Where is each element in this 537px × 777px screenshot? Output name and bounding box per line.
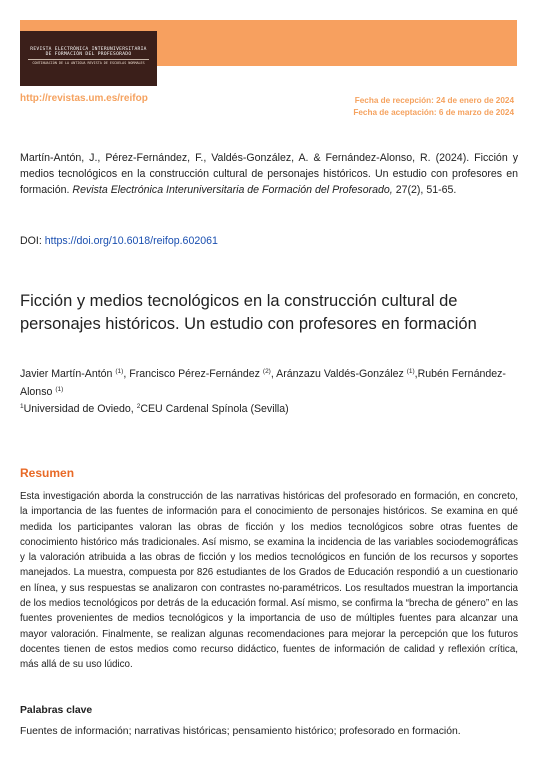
logo-line-1: REVISTA ELECTRÓNICA INTERUNIVERSITARIA	[30, 47, 147, 52]
citation	[20, 150, 518, 198]
keywords-text: Fuentes de información; narrativas históricas; pensamiento histórico; profesorado en formación.	[20, 726, 461, 737]
affiliation-name: Universidad de Oviedo,	[23, 403, 134, 415]
citation-volume: 27(2), 51-65.	[395, 184, 457, 196]
logo-rule	[28, 59, 149, 60]
author-list: Javier Martín-Antón $^{(1)}$, Francisco Pérez-Fernández $^{(2)}$, Aránzazu Valdés-González $^{(1)}$,Rubén Fernández-Alonso $^{(1)}$	[20, 368, 506, 398]
author-name: Javier Martín-Antón	[20, 368, 113, 380]
author-affiliation-mark: (1)	[115, 368, 124, 375]
doi-link[interactable]: https://doi.org/10.6018/reifop.602061	[44, 235, 218, 247]
received-date: Fecha de recepción: 24 de enero de 2024	[354, 96, 514, 105]
author-affiliation-mark: (1)	[406, 368, 415, 375]
accepted-date: Fecha de aceptación: 6 de marzo de 2024	[353, 108, 514, 117]
logo-line-3: CONTINUACIÓN DE LA ANTIGUA REVISTA DE ESCUELAS NORMALES	[32, 61, 145, 65]
logo-line-2: DE FORMACIÓN DEL PROFESORADO	[45, 52, 132, 57]
citation-journal: Revista Electrónica Interuniversitaria de Formación del Profesorado,	[72, 184, 393, 196]
article-title: Ficción y medios tecnológicos en la construcción cultural de personajes históricos. Un estudio con profesores en formación	[20, 292, 477, 333]
publication-dates	[353, 95, 514, 119]
journal-logo	[20, 31, 157, 86]
author-name: Aránzazu Valdés-González	[276, 368, 404, 380]
citation-text: Martín-Antón, J., Pérez-Fernández, F., Valdés-González, A. & Fernández-Alonso, R. (2024). Ficción y medios tecnológicos en la construcción cultural de personajes históricos. Un estudio con profesores en formación.	[20, 152, 518, 196]
author-affiliation-mark: (2)	[262, 368, 271, 375]
abstract-text: Esta investigación aborda la construcción de las narrativas históricas del profesorado en formación, en concreto, la importancia de las fuentes de información para el conocimiento de personajes históricos. Se examina en qué medida los participantes valoran las obras de ficción y los medios tecnológicos sobre otras fuentes de conocimiento histórico más tradicionales. Así mismo, se examina la incidencia de las variables sociodemográficas y la valoración atribuida a las obras de ficción y los medios tecnológicos en función de los recursos y soportes manejados. La muestra, compuesta por 826 estudiantes de los Grados de Educación respondió a un cuestionario en línea, y sus respuestas se analizaron con contrastes no-paramétricos. Los resultados muestran la importancia de los medios tecnológicos por detrás de la educación formal. Así mismo, se confirma la “brecha de género” en las fuentes provenientes de medios tecnológicos y la importancia de uso de múltiples fuentes para alcanzar una mayor valoración. Finalmente, se realizan algunas recomendaciones para mejorar la percepción que los futuros docentes tienen de estos medios como recurso didáctico, fuentes de información de calidad y reflexión crítica, más allá de su uso lúdico.	[20, 491, 518, 671]
abstract-heading: Resumen	[20, 466, 75, 480]
keywords-heading: Palabras clave	[20, 705, 93, 716]
doi	[20, 235, 218, 247]
journal-url-link[interactable]: http://revistas.um.es/reifop	[20, 93, 148, 104]
doi-label: DOI:	[20, 235, 42, 247]
author-affiliation-mark: (1)	[55, 386, 64, 393]
author-name: Francisco Pérez-Fernández	[129, 368, 260, 380]
affiliation-mark: 1	[20, 403, 24, 410]
affiliations	[20, 403, 289, 415]
author-name: Rubén Fernández-Alonso	[20, 368, 506, 398]
affiliation-mark: 2	[136, 403, 141, 410]
affiliation-name: CEU Cardenal Spínola (Sevilla)	[140, 403, 289, 415]
